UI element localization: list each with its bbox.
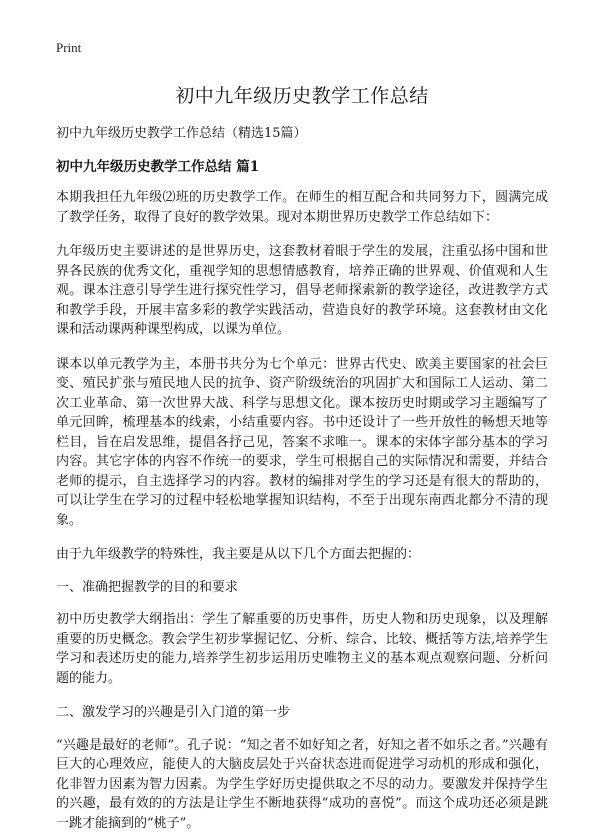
- paragraph-interest: “兴趣是最好的老师”。孔子说：“知之者不如好知之者，好知之者不如乐之者。”兴趣有巨大的心理效应，能使人的大脑皮层处于兴奋状态进而促进学习动机的形成和强化，化非智力因素为智力因素。为学生学好历史提供取之不尽的动力。要激发并保持学生的兴趣，最有效的的方法是让学生不断地获得“成功的喜悦”。而这个成功还必须是跳一跳才能摘到的“桃子”。: [56, 736, 548, 833]
- paragraph-approach: 由于九年级教学的特殊性，我主要是从以下几个方面去把握的：: [56, 545, 548, 565]
- page-title: 初中九年级历史教学工作总结: [56, 84, 548, 108]
- paragraph-textbook-overview: 九年级历史主要讲述的是世界历史，这套教材着眼于学生的发展，注重弘扬中国和世界各民族的优秀文化，重视学知的思想情感教育，培养正确的世界观、价值观和人生观。课本注意引导学生进行探究性学习，倡导老师探索新的教学途径，改进教学方式和教学手段，开展丰富多彩的教学实践活动，营造良好的教学环境。这套教材由文化课和活动课两种课型构成，以课为单位。: [56, 242, 548, 340]
- subheading-interest: 二、激发学习的兴趣是引入门道的第一步: [56, 703, 548, 723]
- subheading-goals: 一、准确把握教学的目的和要求: [56, 578, 548, 598]
- paragraph-intro: 本期我担任九年级⑵班的历史教学工作。在师生的相互配合和共同努力下，圆满完成了教学任务，取得了良好的教学效果。现对本期世界历史教学工作总结如下：: [56, 188, 548, 227]
- print-link[interactable]: Print: [56, 40, 548, 56]
- section-heading: 初中九年级历史教学工作总结 篇1: [56, 158, 548, 176]
- document-subtitle: 初中九年级历史教学工作总结（精选15篇）: [56, 125, 548, 143]
- paragraph-units: 课本以单元教学为主，本册书共分为七个单元：世界古代史、欧美主要国家的社会巨变、殖民扩张与殖民地人民的抗争、资产阶级统治的巩固扩大和国际工人运动、第二次工业革命、第一次世界大战、科学与思想文化。课本按历史时期或学习主题编写了单元回眸，梳理基本的线索，小结重要内容。书中还设计了一些开放性的畅想天地等栏目，旨在启发思维，提倡各抒己见，答案不求唯一。课本的宋体字部分基本的学习内容。其它字体的内容不作统一的要求，学生可根据自己的实际情况和需要，并结合老师的提示，自主选择学习的内容。教材的编排对学生的学习还是有很大的帮助的，可以让学生在学习的过程中轻松地掌握知识结构，不至于出现东南西北都分不清的现象。: [56, 355, 548, 531]
- paragraph-syllabus: 初中历史教学大纲指出：学生了解重要的历史事件，历史人物和历史现象，以及理解重要的历史概念。教会学生初步掌握记忆、分析、综合、比较、概括等方法,培养学生学习和表述历史的能力,培养学生初步运用历史唯物主义的基本观点观察问题、分析问题的能力。: [56, 610, 548, 688]
